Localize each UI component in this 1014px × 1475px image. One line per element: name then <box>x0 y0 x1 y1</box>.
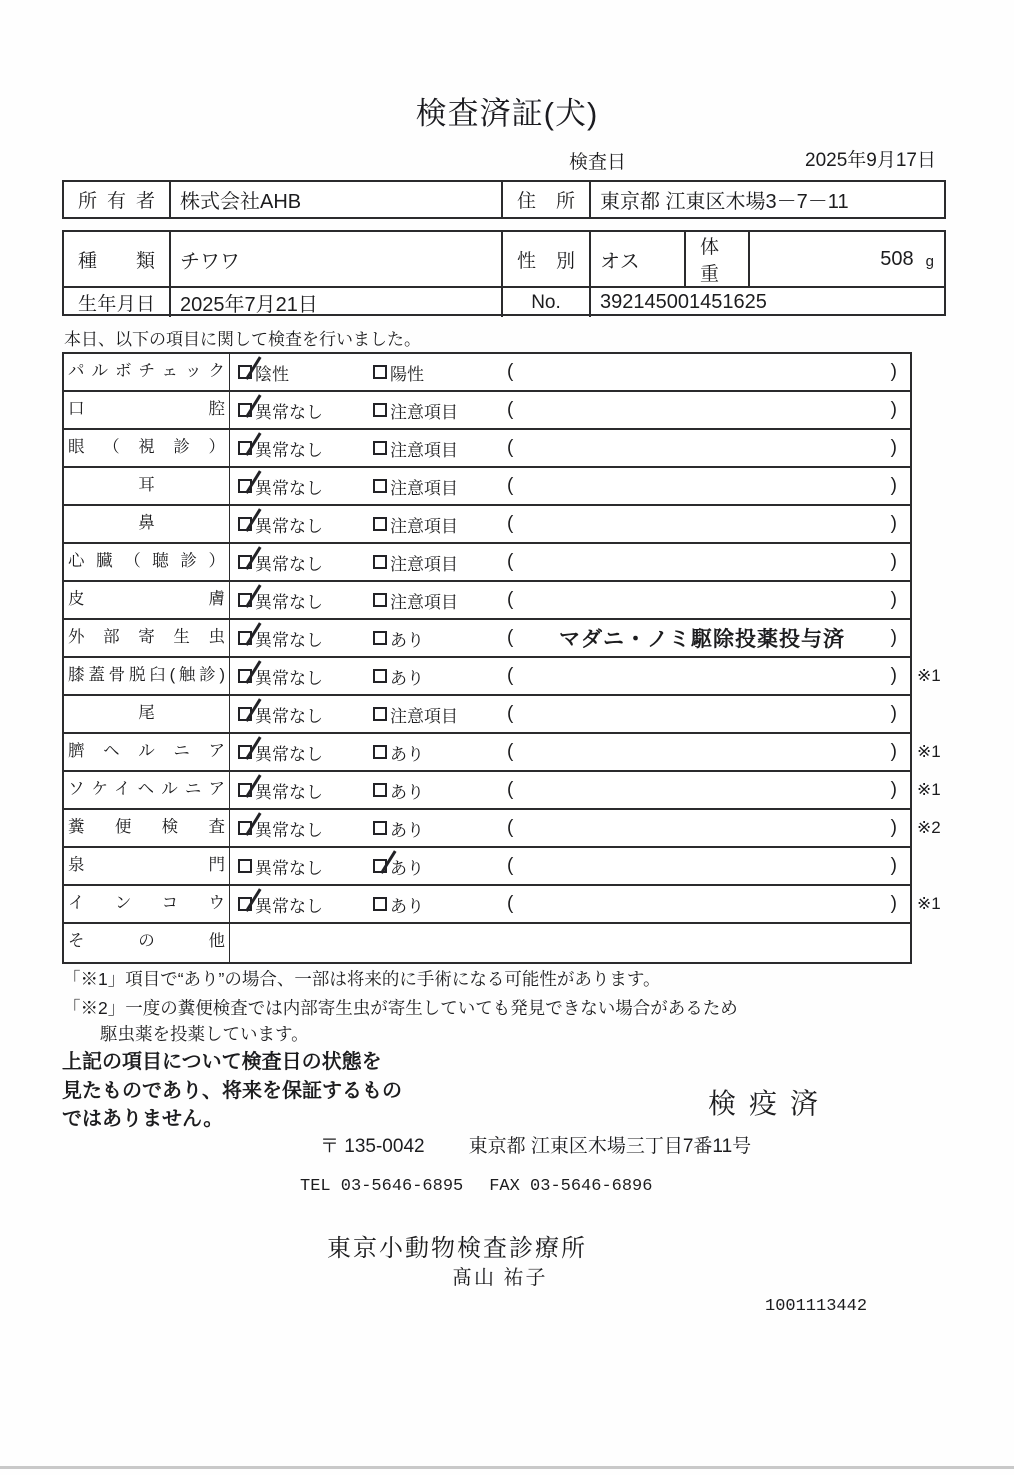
exam-row-heart <box>64 544 910 582</box>
paren-close: ) <box>890 779 897 800</box>
checkbox-icon <box>373 441 387 455</box>
option-normal: 異常なし <box>238 664 373 689</box>
option-normal: 異常なし <box>238 816 373 841</box>
checkbox-icon <box>373 403 387 417</box>
option-normal: 異常なし <box>238 854 373 879</box>
remarks-field <box>507 855 910 877</box>
exam-item-label: 口腔 <box>64 392 230 428</box>
checkbox-icon <box>373 365 387 379</box>
other-empty-field <box>230 924 910 962</box>
option-attention: 注意項目 <box>373 702 507 727</box>
checkbox-icon <box>373 479 387 493</box>
checkbox-icon <box>238 441 252 455</box>
paren-close: ) <box>890 399 897 420</box>
paren-close: ) <box>890 893 897 914</box>
option-attention: 注意項目 <box>373 436 507 461</box>
exam-row-skin <box>64 582 910 620</box>
option-present: あり <box>373 740 507 765</box>
checkbox-icon <box>238 403 252 417</box>
remarks-field <box>507 589 910 611</box>
option-normal: 異常なし <box>238 398 373 423</box>
checkbox-icon <box>373 859 387 873</box>
exam-item-label: インコウ <box>64 886 230 922</box>
checkbox-icon <box>238 555 252 569</box>
option-normal: 異常なし <box>238 550 373 575</box>
weight-unit: g <box>925 252 934 270</box>
remarks-field <box>507 665 910 687</box>
remarks-field <box>507 817 910 839</box>
checkbox-icon <box>373 555 387 569</box>
exam-item-label: 泉門 <box>64 848 230 884</box>
tel-number: TEL 03-5646-6895 <box>300 1177 464 1196</box>
paren-close: ) <box>890 627 897 648</box>
checkbox-icon <box>373 821 387 835</box>
exam-item-label: 臍ヘルニア <box>64 734 230 770</box>
remarks-field <box>507 437 910 459</box>
exam-row-fontanelle <box>64 848 910 886</box>
fax-number: FAX 03-5646-6896 <box>489 1177 653 1196</box>
option-normal: 異常なし <box>238 588 373 613</box>
pet-table-row-breed <box>64 232 944 288</box>
footnote-ref: ※1 <box>917 894 941 913</box>
footnote-2-continued: 駆虫薬を投薬しています。 <box>100 1024 309 1044</box>
checkbox-icon <box>238 631 252 645</box>
paren-close: ) <box>890 741 897 762</box>
clinic-phone-line <box>300 1177 652 1196</box>
option-normal: 異常なし <box>238 778 373 803</box>
remarks-field <box>507 361 910 383</box>
paren-close: ) <box>890 437 897 458</box>
disclaimer-line: ではありません。 <box>62 1108 224 1130</box>
remarks-field <box>507 513 910 535</box>
remarks-field <box>507 779 910 801</box>
checkbox-icon <box>373 707 387 721</box>
exam-item-label: パルボチェック <box>64 354 230 390</box>
paren-open: ( <box>507 741 514 762</box>
checkbox-icon <box>238 707 252 721</box>
option-present: あり <box>373 816 507 841</box>
remarks-field <box>507 623 910 653</box>
number-value: 392145001451625 <box>589 288 944 317</box>
exam-row-mouth <box>64 392 910 430</box>
option-attention: 注意項目 <box>373 512 507 537</box>
paren-open: ( <box>507 703 514 724</box>
paren-open: ( <box>507 399 514 420</box>
paren-close: ) <box>890 703 897 724</box>
paren-close: ) <box>890 817 897 838</box>
exam-item-label: 外部寄生虫 <box>64 620 230 656</box>
checkbox-icon <box>238 745 252 759</box>
paren-close: ) <box>890 475 897 496</box>
address-label: 住所 <box>501 182 589 217</box>
exam-item-label: 眼（視診） <box>64 430 230 466</box>
exam-table <box>62 352 941 964</box>
sex-value: オス <box>589 232 684 286</box>
exam-item-label: 膝蓋骨脱臼(触診) <box>64 658 230 694</box>
sex-label: 性別 <box>501 232 589 286</box>
clinic-name: 東京小動物検査診療所 <box>327 1235 587 1262</box>
checkbox-icon <box>238 517 252 531</box>
document-code: 1001113442 <box>765 1297 868 1316</box>
paren-open: ( <box>507 475 514 496</box>
checkbox-icon <box>373 631 387 645</box>
disclaimer-text <box>62 1048 402 1134</box>
paren-open: ( <box>507 361 514 382</box>
pet-table <box>62 230 946 316</box>
option-negative: 陰性 <box>238 360 373 385</box>
clinic-address: 東京都 江東区木場三丁目7番11号 <box>468 1136 752 1157</box>
checkbox-icon <box>373 897 387 911</box>
footnote-1: 「※1」項目で“あり”の場合、一部は将来的に手術になる可能性があります。 <box>63 969 661 989</box>
exam-row-ears <box>64 468 910 506</box>
paren-open: ( <box>507 817 514 838</box>
exam-row-eyes <box>64 430 910 468</box>
checkbox-icon <box>373 593 387 607</box>
exam-item-label: ソケイヘルニア <box>64 772 230 808</box>
weight-value: 508 g <box>748 232 944 286</box>
remarks-field <box>507 475 910 497</box>
postal-code: 〒 135-0042 <box>320 1136 425 1157</box>
weight-label: 体重 <box>684 232 748 286</box>
option-present: あり <box>373 626 507 651</box>
paren-open: ( <box>507 779 514 800</box>
paren-open: ( <box>507 627 514 648</box>
page-title: 検査済証(犬) <box>415 96 599 131</box>
option-present: あり <box>373 892 507 917</box>
checkbox-icon <box>373 745 387 759</box>
disclaimer-line: 見たものであり、将来を保証するもの <box>62 1079 402 1102</box>
option-present: あり <box>373 778 507 803</box>
paren-close: ) <box>890 551 897 572</box>
footnote-ref: ※2 <box>917 818 941 837</box>
paren-open: ( <box>507 855 514 876</box>
option-attention: 注意項目 <box>373 588 507 613</box>
footnote-2: 「※2」一度の糞便検査では内部寄生虫が寄生していても発見できない場合があるため <box>63 998 738 1018</box>
option-normal: 異常なし <box>238 512 373 537</box>
disclaimer-line: 上記の項目について検査日の状態を <box>62 1051 382 1073</box>
paren-close: ) <box>890 361 897 382</box>
pet-table-row-birth <box>64 288 944 317</box>
option-normal: 異常なし <box>238 626 373 651</box>
option-attention: 注意項目 <box>373 398 507 423</box>
paren-close: ) <box>890 513 897 534</box>
paren-open: ( <box>507 513 514 534</box>
exam-row-tail <box>64 696 910 734</box>
exam-item-label: 心臓（聴診） <box>64 544 230 580</box>
number-label: No. <box>501 288 589 317</box>
paren-close: ) <box>890 589 897 610</box>
option-normal: 異常なし <box>238 740 373 765</box>
exam-row-other <box>64 924 910 962</box>
checkbox-icon <box>238 365 252 379</box>
exam-row-nose <box>64 506 910 544</box>
checkbox-icon <box>238 593 252 607</box>
exam-row-ectoparasites <box>64 620 910 658</box>
option-attention: 注意項目 <box>373 474 507 499</box>
birthdate-label: 生年月日 <box>78 294 155 315</box>
breed-value: チワワ <box>169 232 501 286</box>
paren-open: ( <box>507 665 514 686</box>
exam-item-label: 耳 <box>64 468 230 504</box>
paren-close: ) <box>890 855 897 876</box>
intro-text: 本日、以下の項目に関して検査を行いました。 <box>64 330 421 349</box>
quarantine-stamp: 検疫済 <box>708 1088 832 1119</box>
owner-value: 株式会社AHB <box>169 182 501 217</box>
exam-row-fecal <box>64 810 941 848</box>
checkbox-icon <box>238 669 252 683</box>
exam-row-patella <box>64 658 941 696</box>
remarks-field <box>507 703 910 725</box>
remarks-field <box>507 893 910 915</box>
exam-row-inguinal-hernia <box>64 772 941 810</box>
inspection-date-label: 検査日 <box>569 152 627 173</box>
owner-table <box>62 180 946 219</box>
remarks-field <box>507 399 910 421</box>
checkbox-icon <box>238 897 252 911</box>
breed-label: 種類 <box>78 250 155 272</box>
paren-close: ) <box>890 665 897 686</box>
option-attention: 注意項目 <box>373 550 507 575</box>
owner-label: 所有者 <box>78 191 155 212</box>
paren-open: ( <box>507 437 514 458</box>
clinic-address-line <box>320 1131 751 1158</box>
option-normal: 異常なし <box>238 474 373 499</box>
paren-open: ( <box>507 893 514 914</box>
checkbox-icon <box>373 783 387 797</box>
checkbox-icon <box>373 669 387 683</box>
birthdate-value: 2025年7月21日 <box>169 288 501 317</box>
option-normal: 異常なし <box>238 702 373 727</box>
paren-open: ( <box>507 551 514 572</box>
exam-item-label: 糞便検査 <box>64 810 230 846</box>
option-present: あり <box>373 854 507 879</box>
exam-row-parvo <box>64 354 910 392</box>
paren-open: ( <box>507 589 514 610</box>
inspection-date-value: 2025年9月17日 <box>805 150 936 171</box>
remarks-text: マダニ・ノミ駆除投薬投与済 <box>559 628 845 651</box>
checkbox-icon <box>373 517 387 531</box>
exam-item-label: 尾 <box>64 696 230 732</box>
footnote-ref: ※1 <box>917 742 941 761</box>
checkbox-icon <box>238 859 252 873</box>
checkbox-icon <box>238 479 252 493</box>
veterinarian-name: 髙山 祐子 <box>452 1267 548 1289</box>
option-positive: 陽性 <box>373 360 507 385</box>
exam-row-umbilical-hernia <box>64 734 941 772</box>
option-normal: 異常なし <box>238 436 373 461</box>
option-present: あり <box>373 664 507 689</box>
exam-item-label: 皮膚 <box>64 582 230 618</box>
scan-edge-artifact <box>0 1466 1014 1469</box>
address-value: 東京都 江東区木場3－7－11 <box>589 182 944 217</box>
option-normal: 異常なし <box>238 892 373 917</box>
exam-item-label: 鼻 <box>64 506 230 542</box>
footnote-ref: ※1 <box>917 780 941 799</box>
remarks-field <box>507 551 910 573</box>
remarks-field <box>507 741 910 763</box>
checkbox-icon <box>238 783 252 797</box>
exam-item-label: その他 <box>64 924 230 962</box>
footnote-ref: ※1 <box>917 666 941 685</box>
exam-row-cryptorchidism <box>64 886 941 924</box>
checkbox-icon <box>238 821 252 835</box>
